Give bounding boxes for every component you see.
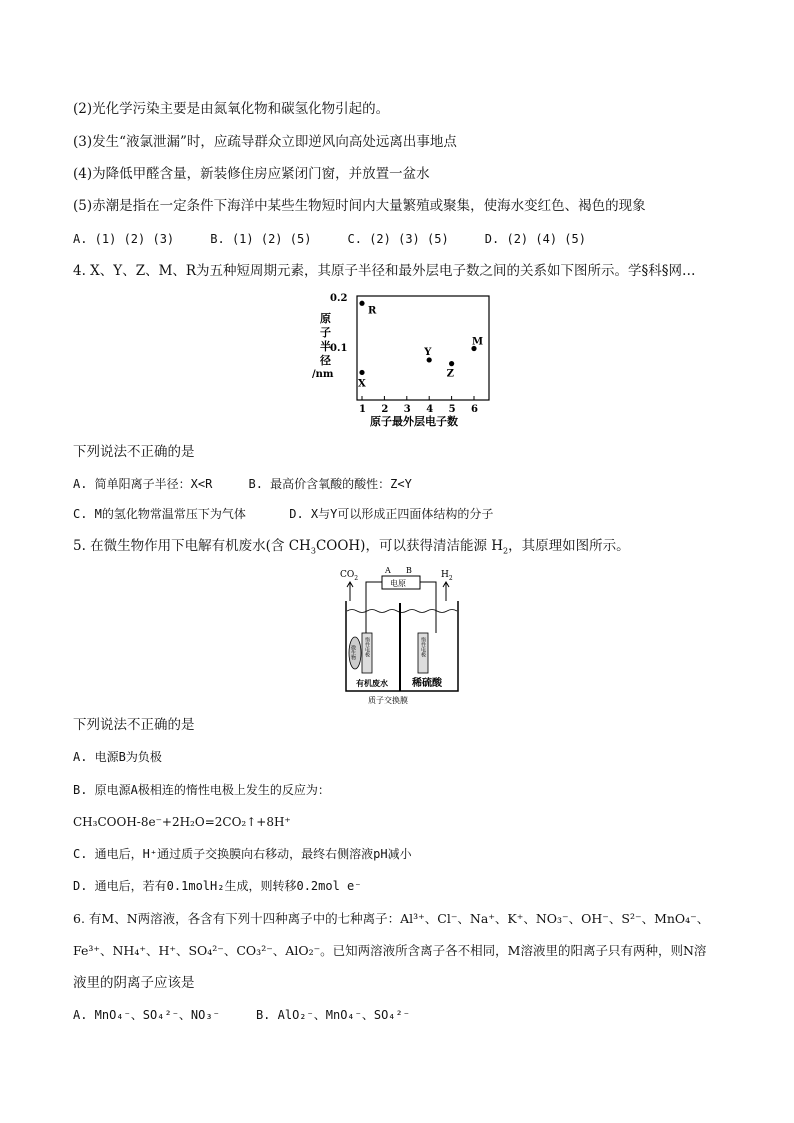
chart-frame xyxy=(357,296,489,400)
point-Y xyxy=(427,357,432,362)
point-label-M: M xyxy=(472,336,484,348)
q3-options: A. (1) (2) (3) B. (1) (2) (5) C. (2) (3) (5) D. (2) (4) (5) xyxy=(73,232,586,246)
y-axis-label-3: 半 xyxy=(320,340,331,353)
q4-chart xyxy=(300,288,510,433)
y-axis-label-5: /nm xyxy=(312,369,334,380)
q6-text-1: 6. 有M、N两溶液，各含有下列十四种离子中的七种离子：Al³⁺、Cl⁻、Na⁺、K⁺、NO₃⁻、OH⁻、S²⁻、MnO₄⁻、 xyxy=(73,911,710,926)
point-label-X: X xyxy=(358,378,366,390)
point-label-R: R xyxy=(368,305,377,317)
text-line-3: (3)发生“液氯泄漏”时，应疏导群众立即逆风向高处远离出事地点 xyxy=(73,134,457,150)
co2-arrow xyxy=(347,582,353,601)
x-axis-label: 原子最外层电子数 xyxy=(370,415,458,428)
q6-options: A. MnO₄⁻、SO₄²⁻、NO₃⁻ B. AlO₂⁻、MnO₄⁻、SO₄²⁻ xyxy=(73,1008,410,1022)
h2-label: $H_2$ xyxy=(441,570,453,582)
y-axis-label-4: 径 xyxy=(320,354,331,367)
point-Z xyxy=(449,361,454,366)
y-tick-0.1: 0.1 xyxy=(330,343,348,354)
point-label-Z: Z xyxy=(446,368,454,380)
microbe-label: 微生物 xyxy=(350,645,356,660)
terminal-a-label: A xyxy=(385,566,391,575)
right-electrode-label: 惰性电极 xyxy=(420,637,426,657)
liquid-surface xyxy=(347,610,457,613)
q5-option-d: D. 通电后，若有0.1molH₂生成，则转移0.2mol e⁻ xyxy=(73,879,362,893)
q4-text: 4. X、Y、Z、M、R为五种短周期元素，其原子半径和最外层电子数之间的关系如下图所示。学§科§网… xyxy=(73,263,696,279)
x-tick-3: 3 xyxy=(403,404,411,415)
y-axis-label-1: 原 xyxy=(320,312,331,325)
q6-text-2: Fe³⁺、NH₄⁺、H⁺、SO₄²⁻、CO₃²⁻、AlO₂⁻。已知两溶液所含离子各不相同，M溶液里的阳离子只有两种，则N溶 xyxy=(73,943,707,958)
q4-stem: 下列说法不正确的是 xyxy=(73,444,195,460)
q5-option-a: A. 电源B为负极 xyxy=(73,750,162,764)
q4-options-cd: C. M的氢化物常温常压下为气体 D. X与Y可以形成正四面体结构的分子 xyxy=(73,507,494,521)
q4-options-ab: A. 简单阳离子半径：X<R B. 最高价含氧酸的酸性：Z<Y xyxy=(73,477,412,491)
co2-label: $CO_2$ xyxy=(340,570,359,582)
q5-stem: 下列说法不正确的是 xyxy=(73,717,195,733)
point-R xyxy=(359,301,364,306)
q5-text: 5. 在微生物作用下电解有机废水(含 $CH_3COOH$)，可以获得清洁能源 $H_2$，其原理如图所示。 xyxy=(73,538,630,556)
h2-arrow xyxy=(443,582,449,601)
x-tick-5: 5 xyxy=(448,404,456,415)
left-solution-label: 有机废水 xyxy=(356,678,388,688)
terminal-b-label: B xyxy=(406,566,412,575)
text-line-5: (5)赤潮是指在一定条件下海洋中某些生物短时间内大量繁殖或聚集，使海水变红色、褐色的现象 xyxy=(73,198,646,214)
y-axis-label-2: 子 xyxy=(320,326,331,339)
q5-equation: CH₃COOH-8e⁻+2H₂O=2CO₂↑+8H⁺ xyxy=(73,815,291,829)
point-label-Y: Y xyxy=(424,346,432,358)
right-solution-label: 稀硫酸 xyxy=(412,678,442,689)
text-line-4: (4)为降低甲醛含量，新装修住房应紧闭门窗，并放置一盆水 xyxy=(73,166,430,182)
x-tick-6: 6 xyxy=(471,404,478,415)
q5-option-c: C. 通电后，H⁺通过质子交换膜向右移动，最终右侧溶液pH减小 xyxy=(73,847,412,861)
point-X xyxy=(359,370,364,375)
x-tick-4: 4 xyxy=(426,404,434,415)
q5-electrolysis-figure xyxy=(338,563,468,705)
y-tick-0.2: 0.2 xyxy=(330,293,348,304)
text-line-2: (2)光化学污染主要是由氮氧化物和碳氢化物引起的。 xyxy=(73,101,390,117)
left-electrode-label: 惰性电极 xyxy=(364,637,370,657)
power-source-label: 电原 xyxy=(390,579,406,588)
membrane-label: 质子交换膜 xyxy=(368,696,408,705)
q5-option-b: B. 原电源A极相连的惰性电极上发生的反应为： xyxy=(73,783,330,797)
q6-text-3: 液里的阴离子应该是 xyxy=(73,975,195,991)
x-tick-1: 1 xyxy=(359,404,366,415)
x-tick-2: 2 xyxy=(381,404,389,415)
